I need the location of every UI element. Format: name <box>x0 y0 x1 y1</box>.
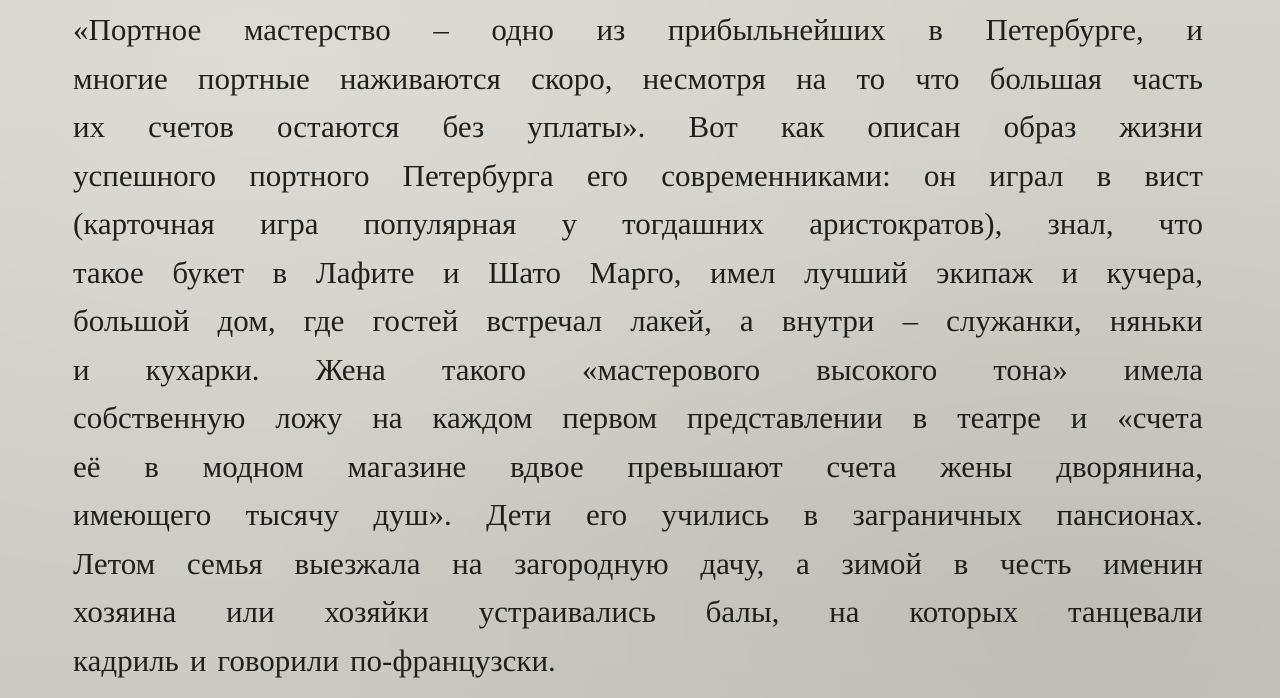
word: «мастерового <box>581 351 761 387</box>
word: жены <box>940 448 1013 484</box>
text-line <box>73 9 1203 58</box>
word: из <box>596 12 626 47</box>
text-line <box>73 106 1203 155</box>
word: игра <box>259 206 319 241</box>
word: или <box>225 594 275 629</box>
word: магазине <box>347 448 467 484</box>
word: в <box>1096 157 1112 193</box>
word: на <box>372 400 403 435</box>
word: в <box>912 400 928 435</box>
word: вдвое <box>510 448 584 484</box>
word: лучший <box>803 254 908 290</box>
word: по-французски. <box>349 642 556 678</box>
word: то <box>856 60 886 96</box>
word: загородную <box>514 545 669 581</box>
word: имел <box>710 254 776 290</box>
word: душ». <box>373 497 452 532</box>
word: букет <box>172 254 245 290</box>
word: дачу, <box>700 545 765 581</box>
word: тысячу <box>245 497 340 532</box>
text-line <box>73 640 1203 689</box>
word: представлении <box>686 400 883 435</box>
word: и <box>1061 254 1078 290</box>
word: в <box>953 545 969 581</box>
word: Шато <box>488 254 561 290</box>
word: модном <box>202 448 304 484</box>
text-line <box>73 58 1203 107</box>
paragraph <box>73 9 1203 688</box>
word: в <box>272 254 288 290</box>
word: тона» <box>993 351 1068 387</box>
word: в <box>803 497 819 532</box>
word: внутри <box>781 303 875 338</box>
word: «Портное <box>73 12 202 47</box>
word: портного <box>249 157 370 193</box>
word: на <box>829 594 860 629</box>
word: Петербурге, <box>985 12 1144 47</box>
word: каждом <box>432 400 533 435</box>
word: описан <box>867 109 961 144</box>
word: аристократов), <box>809 206 1003 241</box>
word: танцевали <box>1067 594 1203 629</box>
word: тогдашних <box>622 206 765 241</box>
word: превышают <box>627 448 783 484</box>
word: зимой <box>841 545 923 581</box>
word: как <box>780 109 825 144</box>
word: Жена <box>315 351 386 387</box>
word: первом <box>562 400 658 435</box>
word: имела <box>1123 351 1203 387</box>
word: его <box>586 157 629 193</box>
word: экипаж <box>936 254 1033 290</box>
word: на <box>796 60 827 96</box>
text-line <box>73 203 1203 252</box>
word: Лафите <box>315 254 415 290</box>
text-line <box>73 494 1203 543</box>
word: семья <box>186 545 263 581</box>
word: счетов <box>148 109 234 144</box>
word: без <box>442 109 485 144</box>
word: «счета <box>1117 400 1203 435</box>
word: его <box>585 497 628 532</box>
word: честь <box>999 545 1072 581</box>
word: он <box>923 157 956 193</box>
word: (карточная <box>73 206 215 241</box>
text-line <box>73 252 1203 301</box>
word: несмотря <box>642 60 766 96</box>
word: счета <box>826 448 897 484</box>
word: Петербурга <box>402 157 554 193</box>
word: пансионах. <box>1056 497 1203 532</box>
word: скоро, <box>531 60 613 96</box>
word: часть <box>1132 60 1203 96</box>
word: большой <box>73 303 190 338</box>
word: и <box>1186 12 1203 47</box>
text-line <box>73 543 1203 592</box>
text-line <box>73 349 1203 398</box>
word: а <box>739 303 754 338</box>
word: образ <box>1003 109 1077 144</box>
word: выезжала <box>294 545 421 581</box>
word: балы, <box>705 594 780 629</box>
word: собственную <box>73 400 246 435</box>
text-line <box>73 591 1203 640</box>
word: встречал <box>486 303 603 338</box>
word: учились <box>661 497 770 532</box>
word: на <box>452 545 483 581</box>
word: в <box>144 448 159 484</box>
word: кадриль <box>73 642 179 678</box>
word: театре <box>957 400 1041 435</box>
word: популярная <box>363 206 517 241</box>
word: и <box>1070 400 1088 435</box>
text-line <box>73 155 1203 204</box>
word: кухарки. <box>145 351 260 387</box>
word: няньки <box>1109 303 1203 338</box>
word: большая <box>989 60 1102 96</box>
word: служанки, <box>946 303 1082 338</box>
word: кучера, <box>1106 254 1203 290</box>
word: имеющего <box>73 497 212 532</box>
word: такого <box>441 351 526 387</box>
word: знал, <box>1047 206 1114 241</box>
word: – <box>902 303 919 338</box>
word: Вот <box>688 109 738 144</box>
word: и <box>189 642 207 678</box>
word: одно <box>491 12 554 47</box>
word: современниками: <box>661 157 891 193</box>
word: лакей, <box>630 303 712 338</box>
word: говорили <box>217 642 339 678</box>
word: что <box>915 60 960 96</box>
word: и <box>73 351 90 387</box>
word: дворянина, <box>1056 448 1203 484</box>
word: где <box>303 303 345 338</box>
word: успешного <box>73 157 217 193</box>
text-line <box>73 300 1203 349</box>
word: и <box>442 254 460 290</box>
word: их <box>73 109 106 144</box>
word: у <box>561 206 578 241</box>
word: что <box>1158 206 1203 241</box>
word: многие <box>73 60 168 96</box>
word: дом, <box>217 303 276 338</box>
word: мастерство <box>243 12 391 47</box>
word: в <box>928 12 943 47</box>
word: высокого <box>816 351 938 387</box>
word: хозяина <box>73 594 177 629</box>
word: её <box>73 448 101 484</box>
word: – <box>433 12 449 47</box>
word: гостей <box>372 303 459 338</box>
word: портные <box>197 60 310 96</box>
text-line <box>73 397 1203 446</box>
word: уплаты». <box>527 109 646 144</box>
word: устраивались <box>478 594 656 629</box>
word: играл <box>989 157 1064 193</box>
word: вист <box>1144 157 1203 193</box>
word: которых <box>909 594 1019 629</box>
word: наживаются <box>339 60 501 96</box>
word: прибыльнейших <box>667 12 886 47</box>
word: жизни <box>1119 109 1203 144</box>
text-line <box>73 446 1203 495</box>
word: Дети <box>486 497 552 532</box>
word: такое <box>73 254 144 290</box>
cut-off-previous-line <box>72 0 212 4</box>
word: остаются <box>276 109 400 144</box>
word: а <box>796 545 810 581</box>
word: хозяйки <box>324 594 429 629</box>
word: Летом <box>73 545 156 581</box>
word: ложу <box>275 400 343 435</box>
word: именин <box>1103 545 1203 581</box>
word: заграничных <box>852 497 1023 532</box>
word: Марго, <box>589 254 682 290</box>
